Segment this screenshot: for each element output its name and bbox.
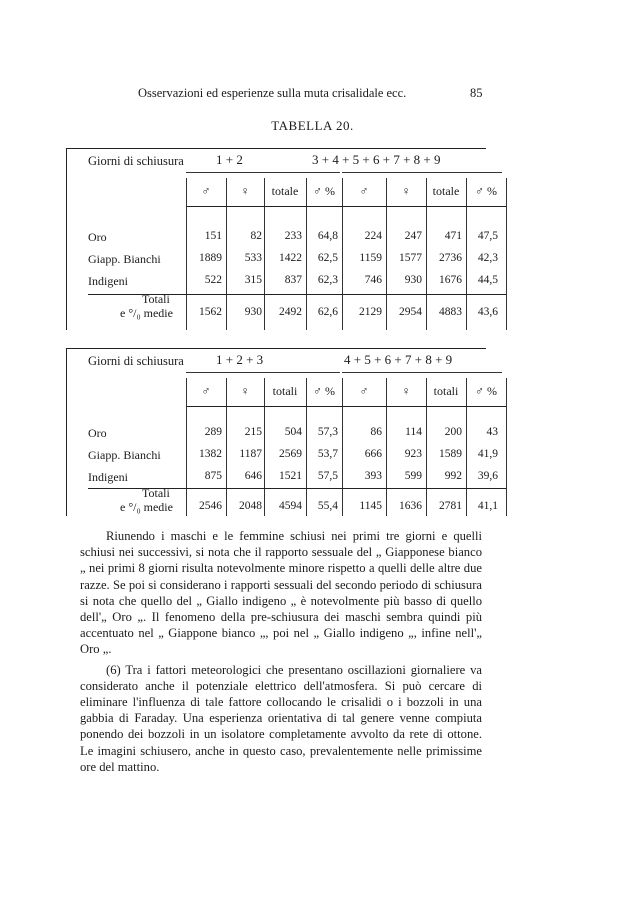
table-cell: 39,6 (477, 470, 498, 482)
table-cell: 44,5 (477, 274, 498, 286)
totals-cell: 2129 (359, 306, 382, 318)
totals-label: Totali (142, 486, 170, 500)
column-header: ♂ (201, 384, 211, 398)
group-b-header: 4 + 5 + 6 + 7 + 8 + 9 (344, 352, 453, 367)
totals-cell: 1145 (359, 500, 382, 512)
table-cell: 471 (444, 230, 462, 242)
table-top-rule (66, 348, 486, 349)
row-label: Giapp. Bianchi (88, 448, 161, 462)
table-cell: 746 (364, 274, 382, 286)
group-a-header: 1 + 2 + 3 (216, 352, 264, 367)
table-2 (66, 348, 496, 516)
column-header: ♂ (359, 384, 369, 398)
table-cell: 57,5 (317, 470, 338, 482)
table-cell: 57,3 (317, 426, 338, 438)
table-cell: 1159 (359, 252, 382, 264)
giorni-schiusura-label: Giorni di schiusura (88, 154, 184, 168)
group-a-brace (186, 172, 340, 173)
table-cell: 1521 (279, 470, 302, 482)
table-left-rule (66, 348, 67, 516)
totals-cell: 41,1 (477, 500, 498, 512)
column-header: ♀ (240, 184, 250, 198)
totals-cell: 43,6 (477, 306, 498, 318)
table-cell: 1422 (279, 252, 302, 264)
table-cell: 599 (404, 470, 422, 482)
group-b-header: 3 + 4 + 5 + 6 + 7 + 8 + 9 (312, 152, 441, 167)
column-header: totali (433, 384, 459, 398)
giorni-schiusura-label: Giorni di schiusura (88, 354, 184, 368)
column-header: ♂ (359, 184, 369, 198)
table-cell: 992 (444, 470, 462, 482)
totals-cell: 2048 (239, 500, 262, 512)
table-cell: 82 (250, 230, 262, 242)
table-cell: 1577 (399, 252, 422, 264)
column-header: ♀ (240, 384, 250, 398)
table-cell: 923 (404, 448, 422, 460)
table-cell: 533 (244, 252, 262, 264)
table-cell: 1382 (199, 448, 222, 460)
totals-cell: 55,4 (317, 500, 338, 512)
table-cell: 62,5 (317, 252, 338, 264)
table-cell: 64,8 (317, 230, 338, 242)
totals-cell: 62,6 (317, 306, 338, 318)
column-header: totale (432, 184, 460, 198)
table-cell: 47,5 (477, 230, 498, 242)
totals-cell: 930 (244, 306, 262, 318)
table-title: TABELLA 20. (271, 118, 354, 133)
header-bottom-rule (186, 206, 506, 207)
totals-cell: 2492 (279, 306, 302, 318)
row-label: Indigeni (88, 274, 128, 288)
table-top-rule (66, 148, 486, 149)
column-rule (506, 378, 507, 516)
table-cell: 1589 (439, 448, 462, 460)
table-cell: 1676 (439, 274, 462, 286)
table-cell: 233 (284, 230, 302, 242)
table-cell: 289 (204, 426, 222, 438)
header-bottom-rule (186, 406, 506, 407)
totals-label-medie: e °/₀ medie (120, 500, 173, 514)
group-a-brace (186, 372, 340, 373)
page-header (0, 86, 625, 104)
totals-cell: 1636 (399, 500, 422, 512)
table-cell: 42,3 (477, 252, 498, 264)
page-number: 85 (470, 86, 483, 100)
totals-cell: 2781 (439, 500, 462, 512)
column-header: ♀ (401, 384, 411, 398)
table-cell: 2569 (279, 448, 302, 460)
totals-label: Totali (142, 292, 170, 306)
table-cell: 1187 (239, 448, 262, 460)
table-cell: 666 (364, 448, 382, 460)
table-cell: 522 (204, 274, 222, 286)
totals-cell: 2546 (199, 500, 222, 512)
table-cell: 114 (405, 426, 422, 438)
totals-cell: 4594 (279, 500, 302, 512)
table-cell: 837 (284, 274, 302, 286)
table-cell: 86 (370, 426, 382, 438)
table-cell: 41,9 (477, 448, 498, 460)
running-title: Osservazioni ed esperienze sulla muta crisalidale ecc. (138, 86, 407, 100)
table-cell: 1889 (199, 252, 222, 264)
column-header: totale (271, 184, 299, 198)
paragraph-1: Riunendo i maschi e le femmine schiusi nei primi tre giorni e quelli schiusi nei successivi, si nota che il rapporto sessuale del „ Giapponese bianco „ nei primi 8 giorni risulta notevolmente minore rispetto a quelli delle altre due razze. Se poi si considerano i rapporti sessuali del secondo periodo di schiusura si nota che quello del „ Giallo indigeno „ è notevolmente più basso di quello dell'„ Oro „. Il fenomeno della pre-schiusura dei maschi sembra quindi più accentuato nel „ Giappone bianco „, poi nel „ Giallo indigeno „, infine nell'„ Oro „. (80, 529, 482, 657)
column-header: ♂ % (475, 184, 497, 198)
column-header: ♂ % (313, 384, 335, 398)
row-label: Oro (88, 230, 107, 244)
table-cell: 200 (444, 426, 462, 438)
totals-label-medie: e °/₀ medie (120, 306, 173, 320)
table-cell: 151 (204, 230, 222, 242)
table-cell: 504 (284, 426, 302, 438)
column-rule (506, 178, 507, 330)
table-cell: 215 (244, 426, 262, 438)
table-left-rule (66, 148, 67, 330)
table-cell: 247 (404, 230, 422, 242)
table-cell: 930 (404, 274, 422, 286)
table-cell: 315 (244, 274, 262, 286)
table-cell: 62,3 (317, 274, 338, 286)
totals-cell: 2954 (399, 306, 422, 318)
group-a-header: 1 + 2 (216, 152, 243, 167)
table-cell: 875 (204, 470, 222, 482)
paragraph-2: (6) Tra i fattori meteorologici che presentano oscillazioni giornaliere va considerato anche il potenziale elettrico dell'atmosfera. Si può cercare di eliminare l'influenza di tale fattore collocando le crisalidi o i bozzoli in una gabbia di Faraday. Una esperienza orientativa di tal genere venne compiuta ponendo dei bozzoli in un isolatore completamente avvolto da rete di ottone. Le imagini schiusero, anche in questo caso, prevalentemente nelle primissime ore del mattino. (80, 662, 482, 774)
table-cell: 43 (486, 426, 498, 438)
body-text (80, 528, 482, 775)
totals-cell: 4883 (439, 306, 462, 318)
row-label: Giapp. Bianchi (88, 252, 161, 266)
column-header: ♂ % (313, 184, 335, 198)
group-b-brace (342, 372, 502, 373)
table-cell: 393 (364, 470, 382, 482)
group-b-brace (342, 172, 502, 173)
table-cell: 646 (244, 470, 262, 482)
column-header: totali (272, 384, 298, 398)
totals-cell: 1562 (199, 306, 222, 318)
column-header: ♀ (401, 184, 411, 198)
table-cell: 2736 (439, 252, 462, 264)
row-label: Oro (88, 426, 107, 440)
table-cell: 224 (364, 230, 382, 242)
column-header: ♂ (201, 184, 211, 198)
table-cell: 53,7 (317, 448, 338, 460)
table-1 (66, 148, 496, 330)
column-header: ♂ % (475, 384, 497, 398)
row-label: Indigeni (88, 470, 128, 484)
